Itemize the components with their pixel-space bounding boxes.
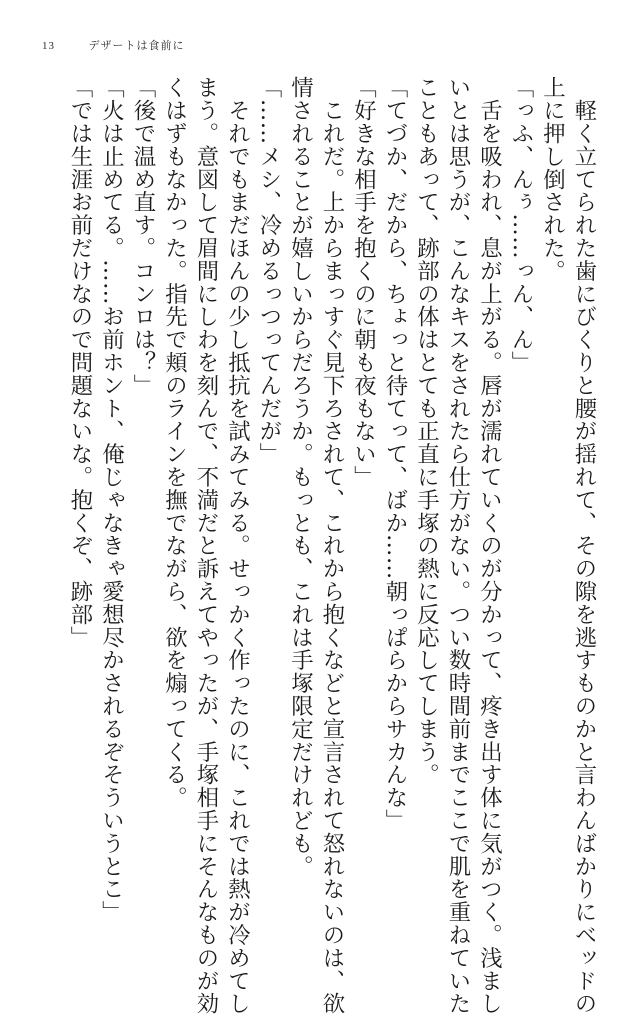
text-line: 情されることが嬉しいからだろうか。もっとも、これは手塚限定だけれども。 [287, 76, 314, 878]
page-header [42, 37, 185, 53]
text-line: 舌を吸われ、息が上がる。唇が濡れていくのが分かって、疼き出す体に気がつく。浅まし [476, 76, 503, 1015]
text-line: いとは思うが、こんなキスをされたら仕方がない。つい数時間前までここで肌を重ねていた [445, 76, 471, 1015]
text-line: 「後で温め直す。コンロは？」 [130, 76, 156, 397]
text-line: 軽く立てられた歯にびくりと腰が揺れて、その隙を逃すものかと言わんばかりにベッドの [571, 76, 597, 1015]
text-line: 「っふ、んぅ……っん、ん」 [508, 76, 534, 374]
text-line: こともあって、跡部の体はとても正直に手塚の熱に反応してしまう。 [413, 76, 440, 786]
text-line: 上に押し倒された。 [539, 76, 566, 283]
text-line: くはずもなかった。指先で頬のラインを撫でながら、欲を煽ってくる。 [161, 76, 188, 809]
text-line: それでもまだほんの少し抵抗を試みてみる。せっかく作ったのに、これでは熱が冷めてし [224, 76, 251, 1015]
text-line: まう。意図して眉間にしわを刻んで、不満だと訴えてやったが、手塚相手にそんなものが効 [193, 76, 219, 1015]
text-line: 「火は止めてる。……お前ホント、俺じゃなきゃ愛想尽かされるぞそういうとこ」 [98, 76, 125, 924]
text-line: 「好きな相手を抱くのに朝も夜もない」 [350, 76, 377, 489]
running-title: デザートは食前に [88, 39, 185, 52]
page-number: 13 [42, 40, 55, 52]
text-line: 「……メシ、冷めるっつってんだが」 [256, 76, 282, 466]
text-line: これだ。上からまっすぐ見下ろされて、これから抱くなどと宣言されて怒れないのは、欲 [319, 76, 345, 1015]
text-line: 「では生涯お前だけなので問題ないな。抱くぞ、跡部」 [67, 76, 93, 649]
body-text [64, 76, 600, 1015]
text-line: 「てづか、だから、ちょっと待てって、ばか……朝っぱらからサカんな」 [382, 76, 408, 832]
